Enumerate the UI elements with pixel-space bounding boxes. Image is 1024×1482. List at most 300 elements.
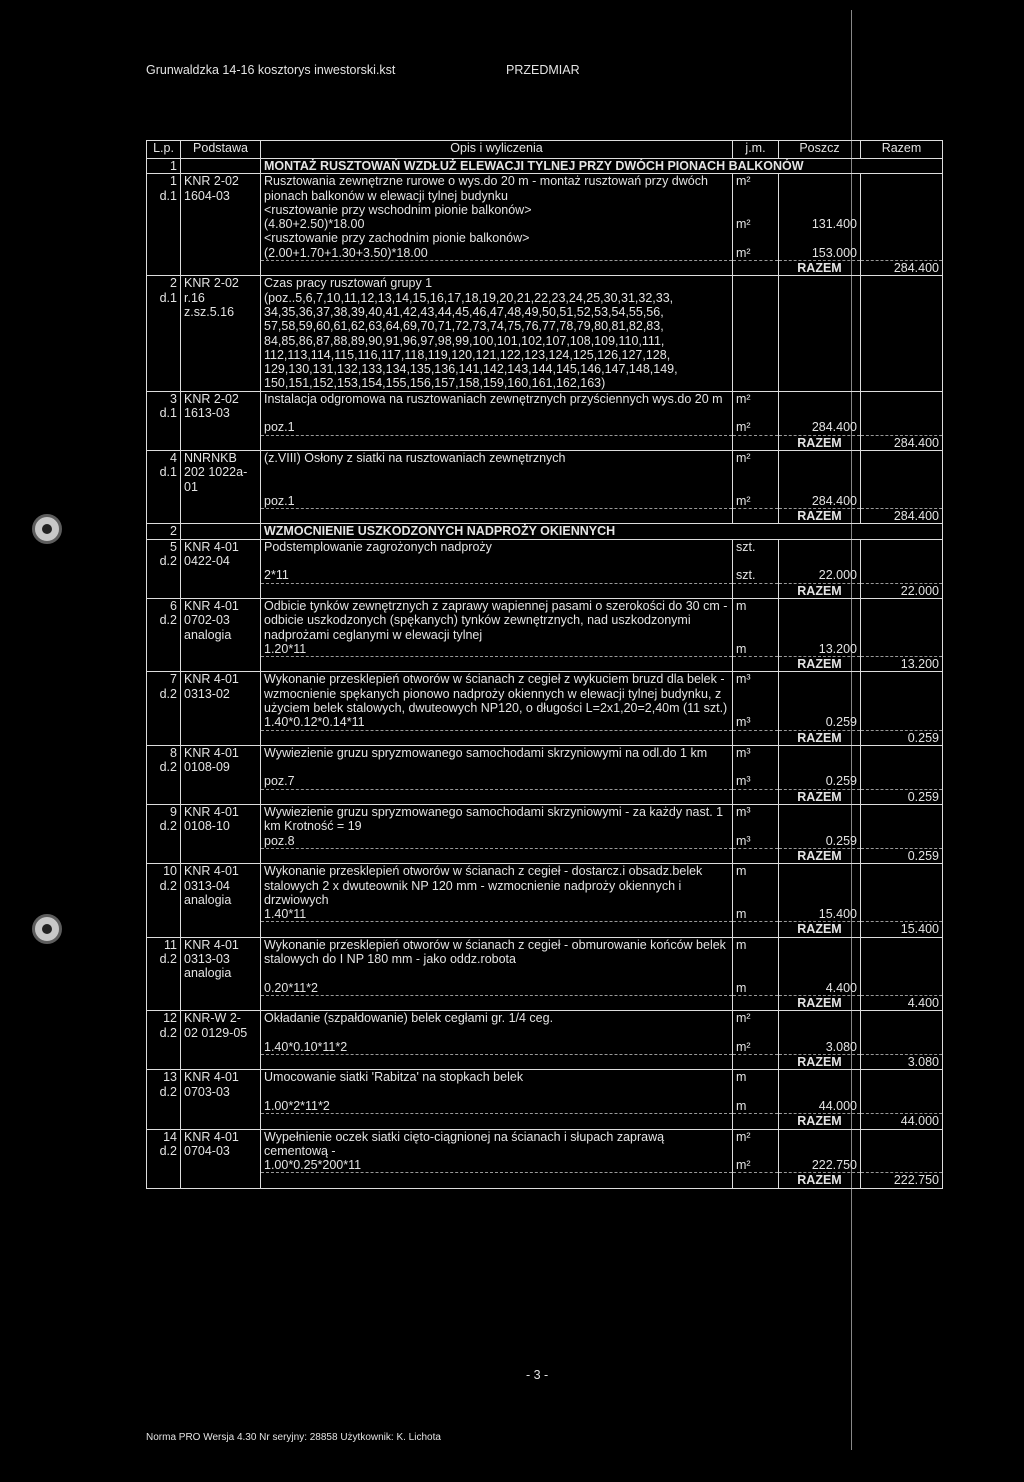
page-number: - 3 - <box>526 1368 549 1382</box>
razem-label: RAZEM <box>779 657 861 672</box>
item-description: Wywiezienie gruzu spryzmowanego samochodami skrzyniowymi - za każdy nast. 1 km Krotność = 19 <box>261 805 733 834</box>
calc-text: 0.20*11*2 <box>261 981 733 996</box>
calc-value: 15.400 <box>779 907 861 922</box>
empty-cell <box>733 995 779 1010</box>
empty-cell <box>147 420 181 435</box>
empty-cell <box>181 583 261 598</box>
item-lp: 4 <box>170 450 177 465</box>
item-unit: m³ <box>733 745 779 774</box>
item-basis <box>181 937 261 980</box>
razem-value: 44.000 <box>861 1114 943 1129</box>
total-row <box>147 789 943 804</box>
empty-cell <box>181 907 261 922</box>
item-basis <box>181 672 261 715</box>
empty-cell <box>147 231 181 245</box>
section-number: 2 <box>147 524 181 539</box>
item-section-ref: d.1 <box>159 465 177 480</box>
item-number <box>147 391 181 420</box>
table-row <box>147 1070 943 1099</box>
item-lp: 2 <box>170 276 177 291</box>
empty-cell <box>733 435 779 450</box>
empty-cell <box>733 730 779 745</box>
total-row <box>147 583 943 598</box>
empty-cell <box>181 435 261 450</box>
item-basis <box>181 598 261 641</box>
calc-text: 1.40*0.12*0.14*11 <box>261 715 733 730</box>
calc-row <box>147 981 943 996</box>
total-row <box>147 995 943 1010</box>
empty-cell <box>861 494 943 509</box>
razem-value: 4.400 <box>861 995 943 1010</box>
basis-line: KNR-W 2- <box>184 1011 241 1026</box>
empty-cell <box>147 981 181 996</box>
item-unit: m² <box>733 174 779 203</box>
calc-row <box>147 203 943 217</box>
item-section-ref: d.2 <box>159 613 177 628</box>
calc-unit: m <box>733 1099 779 1114</box>
item-basis <box>181 276 261 391</box>
item-poszcz <box>779 598 861 641</box>
empty-cell <box>147 1158 181 1173</box>
empty-cell <box>261 995 733 1010</box>
razem-value: 222.750 <box>861 1173 943 1188</box>
razem-label: RAZEM <box>779 995 861 1010</box>
item-razem <box>861 276 943 391</box>
empty-cell <box>261 1173 733 1188</box>
empty-cell <box>861 981 943 996</box>
empty-cell <box>181 715 261 730</box>
item-poszcz <box>779 276 861 391</box>
col-jm: j.m. <box>733 141 779 159</box>
empty-cell <box>261 922 733 937</box>
empty-cell <box>261 509 733 524</box>
empty-cell <box>733 1173 779 1188</box>
item-description: Wykonanie przesklepień otworów w ścianach z cegieł - obmurowanie końców belek stalowych do I NP 180 mm - jako oddz.robota <box>261 937 733 980</box>
item-description: Rusztowania zewnętrzne rurowe o wys.do 20 m - montaż rusztowań przy dwóch pionach balkonów w elewacji tylnej budynku <box>261 174 733 203</box>
item-poszcz <box>779 1129 861 1158</box>
col-poszcz: Poszcz <box>779 141 861 159</box>
item-unit: m² <box>733 1129 779 1158</box>
total-row <box>147 509 943 524</box>
item-section-ref: d.2 <box>159 1084 177 1099</box>
item-description: Wywiezienie gruzu spryzmowanego samochodami skrzyniowymi na odl.do 1 km <box>261 745 733 774</box>
basis-line: 0313-04 <box>184 878 230 893</box>
section-row <box>147 159 943 174</box>
calc-unit: m³ <box>733 715 779 730</box>
razem-label: RAZEM <box>779 1055 861 1070</box>
item-number <box>147 937 181 980</box>
item-description: Umocowanie siatki 'Rabitza' na stopkach belek <box>261 1070 733 1099</box>
calc-text: poz.7 <box>261 774 733 789</box>
item-basis <box>181 539 261 568</box>
item-section-ref: d.2 <box>159 952 177 967</box>
razem-value: 22.000 <box>861 583 943 598</box>
basis-line: 0422-04 <box>184 554 230 569</box>
empty-cell <box>181 1040 261 1055</box>
empty-cell <box>181 1173 261 1188</box>
table-body <box>147 159 943 1189</box>
calc-row <box>147 1158 943 1173</box>
empty-cell <box>181 657 261 672</box>
item-number <box>147 276 181 391</box>
calc-unit: m <box>733 907 779 922</box>
basis-line: KNR 4-01 <box>184 598 239 613</box>
item-description: Odbicie tynków zewnętrznych z zaprawy wapiennej pasami o szerokości do 30 cm - odbicie uszkodzonych (spękanych) tynków zewnętrznych, nad uszkodzonymi nadprożami ceglanymi w elewacji tylnej <box>261 598 733 641</box>
calc-value: 44.000 <box>779 1099 861 1114</box>
item-unit: m² <box>733 450 779 493</box>
item-section-ref: d.2 <box>159 1025 177 1040</box>
item-number <box>147 1011 181 1040</box>
item-unit: m² <box>733 1011 779 1040</box>
empty-cell <box>181 524 261 539</box>
item-description: Wypełnienie oczek siatki cięto-ciągnionej na ścianach i słupach zaprawą cementową - <box>261 1129 733 1158</box>
razem-label: RAZEM <box>779 261 861 276</box>
calc-row <box>147 217 943 231</box>
empty-cell <box>147 583 181 598</box>
empty-cell <box>147 730 181 745</box>
item-razem <box>861 937 943 980</box>
item-lp: 9 <box>170 805 177 820</box>
item-unit <box>733 276 779 391</box>
basis-line: KNR 2-02 <box>184 276 239 291</box>
calc-value: 222.750 <box>779 1158 861 1173</box>
empty-cell <box>181 642 261 657</box>
item-lp: 14 <box>163 1129 177 1144</box>
razem-value: 0.259 <box>861 848 943 863</box>
empty-cell <box>147 642 181 657</box>
empty-cell <box>147 1173 181 1188</box>
total-row <box>147 435 943 450</box>
empty-cell <box>181 420 261 435</box>
calc-value: 0.259 <box>779 834 861 849</box>
razem-value: 284.400 <box>861 261 943 276</box>
item-basis <box>181 1011 261 1040</box>
basis-line: KNR 4-01 <box>184 1129 239 1144</box>
table-row <box>147 174 943 203</box>
empty-cell <box>147 435 181 450</box>
table-row <box>147 539 943 568</box>
empty-cell <box>147 774 181 789</box>
item-section-ref: d.1 <box>159 406 177 421</box>
empty-cell <box>181 217 261 231</box>
item-section-ref: d.2 <box>159 554 177 569</box>
razem-value: 13.200 <box>861 657 943 672</box>
calc-row <box>147 774 943 789</box>
item-poszcz <box>779 450 861 493</box>
item-unit: m <box>733 937 779 980</box>
razem-label: RAZEM <box>779 789 861 804</box>
calc-text: 1.40*11 <box>261 907 733 922</box>
item-basis <box>181 805 261 834</box>
section-number: 1 <box>147 159 181 174</box>
empty-cell <box>181 1114 261 1129</box>
item-number <box>147 1070 181 1099</box>
basis-line: 02 0129-05 <box>184 1025 248 1040</box>
punch-hole-icon <box>32 514 62 544</box>
empty-cell <box>861 1099 943 1114</box>
item-basis <box>181 174 261 203</box>
item-lp: 12 <box>163 1011 177 1026</box>
item-description: Okładanie (szpałdowanie) belek cegłami gr. 1/4 ceg. <box>261 1011 733 1040</box>
calc-text: (2.00+1.70+1.30+3.50)*18.00 <box>261 246 733 261</box>
basis-line: KNR 4-01 <box>184 745 239 760</box>
calc-text: poz.8 <box>261 834 733 849</box>
empty-cell <box>181 494 261 509</box>
basis-line: analogia <box>184 966 232 981</box>
calc-value: 131.400 <box>779 217 861 231</box>
empty-cell <box>261 583 733 598</box>
razem-label: RAZEM <box>779 1173 861 1188</box>
basis-line: 0703-03 <box>184 1084 230 1099</box>
basis-line: 0704-03 <box>184 1143 230 1158</box>
razem-label: RAZEM <box>779 435 861 450</box>
item-description: Wykonanie przesklepień otworów w ścianach z cegieł z wykuciem bruzd dla belek - wzmocnienie spękanych pionowo nadproży okiennych w elewacji tylnej budynku, z użyciem belek stalowych, dwuteowych NP120, o długości L=2x1,20=2,40m (11 szt.) <box>261 672 733 715</box>
section-title: WZMOCNIENIE USZKODZONYCH NADPROŻY OKIENNYCH <box>261 524 943 539</box>
razem-value: 284.400 <box>861 435 943 450</box>
item-lp: 5 <box>170 539 177 554</box>
table-row <box>147 745 943 774</box>
empty-cell <box>181 509 261 524</box>
total-row <box>147 848 943 863</box>
item-unit: m <box>733 1070 779 1099</box>
empty-cell <box>147 246 181 261</box>
empty-cell <box>861 217 943 231</box>
item-section-ref: d.2 <box>159 760 177 775</box>
empty-cell <box>147 494 181 509</box>
calc-value: 0.259 <box>779 715 861 730</box>
item-number <box>147 864 181 907</box>
calc-value: 153.000 <box>779 246 861 261</box>
basis-line: 0108-09 <box>184 760 230 775</box>
basis-line: KNR 4-01 <box>184 805 239 820</box>
basis-line: 202 1022a- <box>184 465 248 480</box>
calc-row <box>147 642 943 657</box>
basis-line: KNR 4-01 <box>184 864 239 879</box>
page-header <box>146 63 580 77</box>
item-lp: 13 <box>163 1070 177 1085</box>
item-section-ref: d.1 <box>159 188 177 203</box>
empty-cell <box>147 1055 181 1070</box>
empty-cell <box>733 1114 779 1129</box>
empty-cell <box>147 715 181 730</box>
calc-row <box>147 715 943 730</box>
section-title: MONTAŻ RUSZTOWAŃ WZDŁUŻ ELEWACJI TYLNEJ PRZY DWÓCH PIONACH BALKONÓW <box>261 159 943 174</box>
empty-cell <box>861 834 943 849</box>
calc-text: poz.1 <box>261 420 733 435</box>
basis-line: z.sz.5.16 <box>184 304 235 319</box>
calc-text: <rusztowanie przy wschodnim pionie balkonów> <box>261 203 733 217</box>
empty-cell <box>733 848 779 863</box>
empty-cell <box>147 1114 181 1129</box>
table-row <box>147 391 943 420</box>
empty-cell <box>261 657 733 672</box>
empty-cell <box>147 848 181 863</box>
calc-value: 22.000 <box>779 568 861 583</box>
basis-line: 0702-03 <box>184 613 230 628</box>
basis-line: 0313-02 <box>184 686 230 701</box>
empty-cell <box>181 995 261 1010</box>
calc-unit: m² <box>733 1158 779 1173</box>
item-section-ref: d.2 <box>159 819 177 834</box>
calc-row <box>147 1040 943 1055</box>
empty-cell <box>181 981 261 996</box>
item-basis <box>181 745 261 774</box>
item-basis <box>181 1070 261 1099</box>
calc-unit: m³ <box>733 774 779 789</box>
empty-cell <box>261 1055 733 1070</box>
empty-cell <box>147 789 181 804</box>
empty-cell <box>261 730 733 745</box>
empty-cell <box>861 568 943 583</box>
calc-value: 13.200 <box>779 642 861 657</box>
empty-cell <box>733 509 779 524</box>
empty-cell <box>861 231 943 245</box>
punch-hole-icon <box>32 914 62 944</box>
empty-cell <box>147 834 181 849</box>
empty-cell <box>181 1158 261 1173</box>
empty-cell <box>181 1055 261 1070</box>
calc-value <box>779 231 861 245</box>
item-poszcz <box>779 1070 861 1099</box>
empty-cell <box>261 1114 733 1129</box>
empty-cell <box>147 1099 181 1114</box>
item-lp: 8 <box>170 745 177 760</box>
item-poszcz <box>779 864 861 907</box>
program-info: Norma PRO Wersja 4.30 Nr seryjny: 28858 Użytkownik: K. Lichota <box>146 1432 441 1443</box>
item-section-ref: d.2 <box>159 686 177 701</box>
item-number <box>147 450 181 493</box>
item-poszcz <box>779 539 861 568</box>
empty-cell <box>147 922 181 937</box>
table-row <box>147 1129 943 1158</box>
empty-cell <box>261 435 733 450</box>
razem-label: RAZEM <box>779 730 861 745</box>
document-type: PRZEDMIAR <box>506 63 580 77</box>
calc-unit: m² <box>733 420 779 435</box>
calc-text: (4.80+2.50)*18.00 <box>261 217 733 231</box>
item-unit: m <box>733 864 779 907</box>
table-row <box>147 450 943 493</box>
item-poszcz <box>779 805 861 834</box>
item-poszcz <box>779 391 861 420</box>
item-number <box>147 539 181 568</box>
empty-cell <box>733 261 779 276</box>
calc-row <box>147 568 943 583</box>
item-number <box>147 1129 181 1158</box>
item-razem <box>861 805 943 834</box>
calc-unit: m² <box>733 494 779 509</box>
calc-text: 1.40*0.10*11*2 <box>261 1040 733 1055</box>
item-unit: m³ <box>733 805 779 834</box>
empty-cell <box>181 730 261 745</box>
empty-cell <box>733 657 779 672</box>
item-basis <box>181 450 261 493</box>
item-poszcz <box>779 174 861 203</box>
calc-value: 3.080 <box>779 1040 861 1055</box>
razem-label: RAZEM <box>779 583 861 598</box>
item-razem <box>861 864 943 907</box>
empty-cell <box>261 261 733 276</box>
razem-value: 284.400 <box>861 509 943 524</box>
empty-cell <box>181 568 261 583</box>
item-poszcz <box>779 937 861 980</box>
empty-cell <box>181 774 261 789</box>
total-row <box>147 657 943 672</box>
basis-line: KNR 4-01 <box>184 1070 239 1085</box>
empty-cell <box>181 203 261 217</box>
empty-cell <box>147 568 181 583</box>
item-description: Czas pracy rusztowań grupy 1 (poz..5,6,7,10,11,12,13,14,15,16,17,18,19,20,21,22,23,24,25,30,31,32,33, 34,35,36,37,38,39,40,41,42,43,44,45,46,47,48,49,50,51,52,53,54,55,56, 57,58,59,60,61,62,63,64,69,70,71,72,73,74,75,76,77,78,79,80,81,82,83, 84,85,86,87,88,89,90,91,96,97,98,99,100,101,102,107,108,109,110,111, 112,113,114,115,116,117,118,119,120,121,122,123,124,125,126,127,128, 129,130,131,132,133,134,135,136,141,142,143,144,145,146,147,148,149, 150,151,152,153,154,155,156,157,158,159,160,161,162,163) <box>261 276 733 391</box>
empty-cell <box>733 1055 779 1070</box>
empty-cell <box>861 774 943 789</box>
item-razem <box>861 174 943 203</box>
basis-line: analogia <box>184 627 232 642</box>
calc-unit: szt. <box>733 568 779 583</box>
total-row <box>147 261 943 276</box>
item-number <box>147 174 181 203</box>
empty-cell <box>147 1040 181 1055</box>
calc-value: 284.400 <box>779 494 861 509</box>
empty-cell <box>147 203 181 217</box>
calc-unit <box>733 231 779 245</box>
empty-cell <box>181 159 261 174</box>
item-section-ref: d.2 <box>159 878 177 893</box>
calc-value <box>779 203 861 217</box>
calc-unit: m <box>733 981 779 996</box>
calc-unit: m² <box>733 1040 779 1055</box>
empty-cell <box>147 217 181 231</box>
total-row <box>147 1055 943 1070</box>
calc-row <box>147 494 943 509</box>
item-description: Instalacja odgromowa na rusztowaniach zewnętrznych przyściennych wys.do 20 m <box>261 391 733 420</box>
razem-label: RAZEM <box>779 1114 861 1129</box>
empty-cell <box>861 420 943 435</box>
empty-cell <box>861 642 943 657</box>
item-basis <box>181 1129 261 1158</box>
razem-label: RAZEM <box>779 922 861 937</box>
empty-cell <box>861 1158 943 1173</box>
razem-value: 15.400 <box>861 922 943 937</box>
item-number <box>147 598 181 641</box>
empty-cell <box>147 907 181 922</box>
empty-cell <box>861 715 943 730</box>
table-row <box>147 1011 943 1040</box>
calc-row <box>147 907 943 922</box>
item-razem <box>861 539 943 568</box>
empty-cell <box>181 789 261 804</box>
calc-text: 1.00*2*11*2 <box>261 1099 733 1114</box>
basis-line: 1613-03 <box>184 406 230 421</box>
empty-cell <box>733 922 779 937</box>
item-razem <box>861 450 943 493</box>
basis-line: 0108-10 <box>184 819 230 834</box>
empty-cell <box>181 834 261 849</box>
empty-cell <box>261 789 733 804</box>
table-row <box>147 276 943 391</box>
calc-unit: m <box>733 642 779 657</box>
item-razem <box>861 1011 943 1040</box>
basis-line: NNRNKB <box>184 450 237 465</box>
item-poszcz <box>779 1011 861 1040</box>
item-lp: 1 <box>170 174 177 189</box>
total-row <box>147 922 943 937</box>
basis-line: 1604-03 <box>184 188 230 203</box>
empty-cell <box>181 246 261 261</box>
razem-value: 3.080 <box>861 1055 943 1070</box>
item-razem <box>861 1070 943 1099</box>
empty-cell <box>181 231 261 245</box>
calc-row <box>147 834 943 849</box>
